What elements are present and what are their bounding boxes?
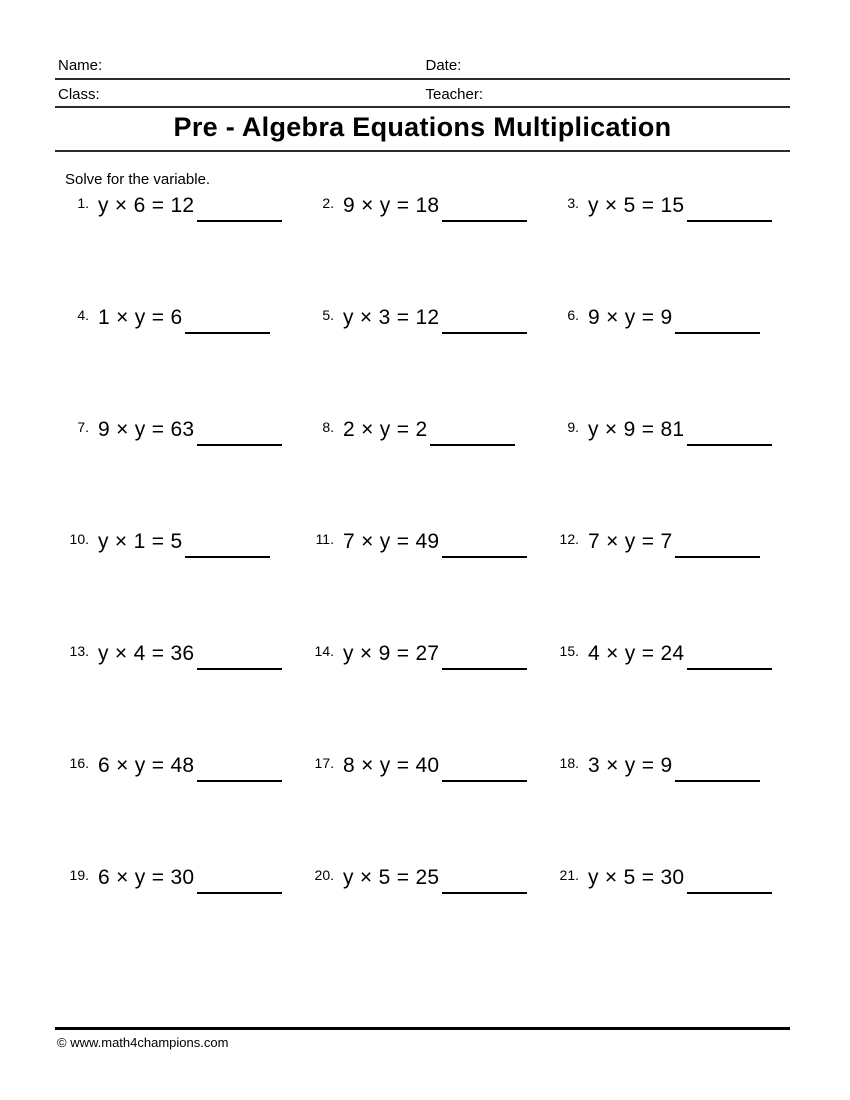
problem-number: 2.: [322, 195, 334, 211]
problem-equation: 8 × y = 40: [343, 754, 440, 777]
problem-equation: y × 3 = 12: [343, 306, 440, 329]
answer-blank: [675, 332, 760, 334]
name-date-row: [55, 58, 790, 80]
problem-number: 19.: [69, 867, 89, 883]
problem-equation: 1 × y = 6: [98, 306, 183, 329]
problem-item: [55, 530, 300, 642]
problem-item: [55, 306, 300, 418]
problem-number: 12.: [559, 531, 579, 547]
date-label: Date:: [425, 57, 462, 74]
problem-item: [55, 418, 300, 530]
instruction-text: Solve for the variable.: [65, 171, 211, 188]
answer-blank: [687, 220, 772, 222]
problem-number: 10.: [69, 531, 89, 547]
problem-number: 3.: [567, 195, 579, 211]
class-teacher-row: [55, 87, 790, 109]
teacher-label: Teacher:: [425, 85, 484, 103]
problem-equation: y × 9 = 27: [343, 642, 440, 665]
answer-blank: [442, 780, 527, 782]
problem-item: [55, 194, 300, 306]
problem-item: [300, 194, 545, 306]
problem-item: [545, 306, 790, 418]
problems-grid: [55, 194, 790, 978]
answer-blank: [687, 444, 772, 446]
answer-blank: [442, 892, 527, 894]
problem-equation: 6 × y = 30: [98, 866, 195, 889]
answer-blank: [675, 780, 760, 782]
problem-number: 21.: [559, 867, 579, 883]
problem-equation: 9 × y = 9: [588, 306, 673, 329]
problem-item: [545, 530, 790, 642]
problem-item: [545, 418, 790, 530]
problem-equation: y × 5 = 25: [343, 866, 440, 889]
answer-blank: [197, 892, 282, 894]
answer-blank: [185, 556, 270, 558]
problem-number: 14.: [314, 643, 334, 659]
problem-number: 9.: [567, 419, 579, 435]
answer-blank: [197, 444, 282, 446]
answer-blank: [442, 332, 527, 334]
problem-number: 1.: [77, 195, 89, 211]
problem-item: [300, 866, 545, 978]
problem-item: [300, 754, 545, 866]
problem-equation: 9 × y = 18: [343, 194, 440, 217]
page-footer: [55, 1027, 790, 1050]
problem-equation: 4 × y = 24: [588, 642, 685, 665]
answer-blank: [430, 444, 515, 446]
problem-item: [300, 530, 545, 642]
problem-item: [545, 642, 790, 754]
problem-item: [300, 306, 545, 418]
problem-number: 7.: [77, 419, 89, 435]
problem-equation: y × 9 = 81: [588, 418, 685, 441]
problem-equation: y × 6 = 12: [98, 194, 195, 217]
problem-item: [545, 866, 790, 978]
problem-number: 6.: [567, 307, 579, 323]
problem-equation: y × 1 = 5: [98, 530, 183, 553]
problem-equation: 3 × y = 9: [588, 754, 673, 777]
answer-blank: [675, 556, 760, 558]
problem-number: 16.: [69, 755, 89, 771]
problem-number: 11.: [315, 531, 334, 547]
problem-item: [55, 642, 300, 754]
answer-blank: [197, 780, 282, 782]
problem-number: 17.: [314, 755, 334, 771]
name-label: Name:: [58, 57, 103, 74]
answer-blank: [185, 332, 270, 334]
answer-blank: [687, 892, 772, 894]
answer-blank: [687, 668, 772, 670]
problem-equation: 7 × y = 7: [588, 530, 673, 553]
problem-number: 18.: [559, 755, 579, 771]
header-fields: [55, 58, 790, 115]
problem-item: [55, 866, 300, 978]
problem-item: [55, 754, 300, 866]
problem-number: 13.: [69, 643, 89, 659]
answer-blank: [197, 668, 282, 670]
problem-equation: 7 × y = 49: [343, 530, 440, 553]
problem-number: 20.: [314, 867, 334, 883]
problem-equation: 9 × y = 63: [98, 418, 195, 441]
problem-equation: y × 5 = 30: [588, 866, 685, 889]
problem-equation: 2 × y = 2: [343, 418, 428, 441]
problem-item: [545, 754, 790, 866]
page-title: Pre - Algebra Equations Multiplication: [55, 112, 790, 152]
problem-number: 8.: [322, 419, 334, 435]
problem-number: 15.: [559, 643, 579, 659]
problem-equation: y × 4 = 36: [98, 642, 195, 665]
answer-blank: [197, 220, 282, 222]
problem-equation: 6 × y = 48: [98, 754, 195, 777]
problem-number: 5.: [322, 307, 334, 323]
problem-item: [545, 194, 790, 306]
answer-blank: [442, 556, 527, 558]
problem-equation: y × 5 = 15: [588, 194, 685, 217]
copyright-text: © www.math4champions.com: [57, 1035, 229, 1050]
answer-blank: [442, 668, 527, 670]
problem-item: [300, 418, 545, 530]
class-label: Class:: [58, 85, 100, 103]
answer-blank: [442, 220, 527, 222]
problem-item: [300, 642, 545, 754]
problem-number: 4.: [77, 307, 89, 323]
